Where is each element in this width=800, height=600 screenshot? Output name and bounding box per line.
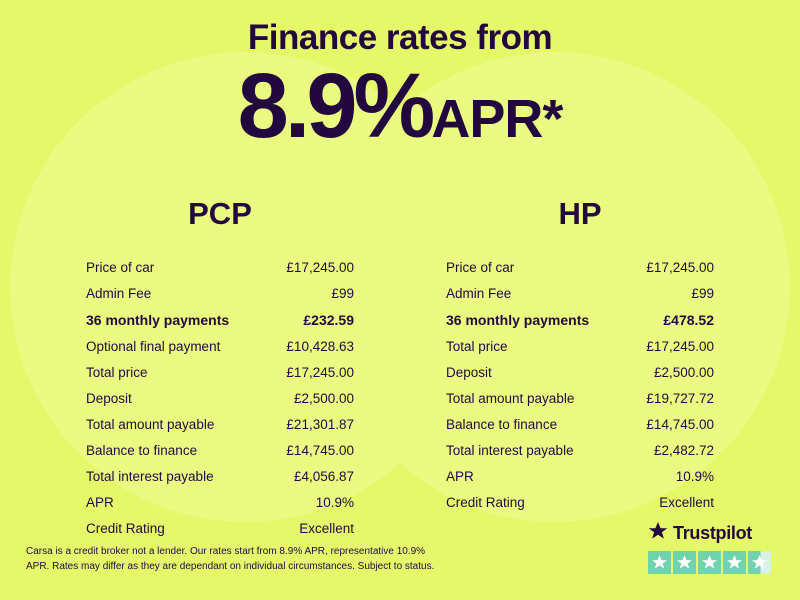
- row-label: Total price: [446, 338, 508, 354]
- row-label: Admin Fee: [446, 285, 512, 301]
- row-label: Credit Rating: [446, 494, 525, 510]
- rating-star-5-half: [748, 551, 771, 574]
- finance-column-hp: [430, 196, 730, 515]
- row-label: Credit Rating: [86, 520, 165, 536]
- row-value: £14,745.00: [286, 442, 354, 458]
- rating-star-1: [648, 551, 671, 574]
- row-value: £2,482.72: [653, 442, 714, 458]
- table-row: [86, 359, 354, 385]
- row-value: £17,245.00: [286, 259, 354, 275]
- headline-rate-suffix: APR*: [431, 89, 563, 149]
- row-label: Deposit: [86, 390, 132, 406]
- table-row: [446, 333, 714, 359]
- table-row: [446, 280, 714, 306]
- table-row: [86, 333, 354, 359]
- row-value: £10,428.63: [286, 338, 354, 354]
- row-label: Total interest payable: [446, 442, 574, 458]
- table-row: [446, 489, 714, 515]
- finance-column-pcp: [70, 196, 370, 541]
- table-row: [446, 359, 714, 385]
- rates-table-pcp: [86, 254, 354, 541]
- rating-star-3: [698, 551, 721, 574]
- row-value: £2,500.00: [653, 364, 714, 380]
- table-row: [446, 463, 714, 489]
- row-label: 36 monthly payments: [86, 311, 230, 328]
- trustpilot-wordmark: [648, 521, 776, 546]
- headline-rate: [0, 55, 800, 157]
- row-value: £19,727.72: [646, 390, 714, 406]
- table-row: [86, 411, 354, 437]
- row-value: £21,301.87: [286, 416, 354, 432]
- headline-rate-number: 8.9%: [237, 55, 432, 157]
- row-value: 10.9%: [315, 494, 354, 510]
- row-label: Balance to finance: [86, 442, 198, 458]
- row-label: Total amount payable: [446, 390, 575, 406]
- row-value: £99: [331, 285, 354, 301]
- page-title: Finance rates from: [247, 18, 553, 57]
- rating-star-2: [673, 551, 696, 574]
- table-row: [86, 515, 354, 541]
- row-label: Total price: [86, 364, 148, 380]
- table-row: [446, 437, 714, 463]
- table-row: [446, 411, 714, 437]
- row-value: £2,500.00: [293, 390, 354, 406]
- row-value: £478.52: [663, 311, 714, 328]
- row-label: Deposit: [446, 364, 492, 380]
- row-label: Optional final payment: [86, 338, 221, 354]
- row-value: £17,245.00: [646, 338, 714, 354]
- trustpilot-rating-stars: [648, 551, 776, 574]
- table-row: [86, 280, 354, 306]
- row-value: Excellent: [299, 520, 354, 536]
- row-value: Excellent: [659, 494, 714, 510]
- disclaimer-text: Carsa is a credit broker not a lender. Our rates start from 8.9% APR, representative 10.9% APR. Rates may differ as they are dependant on individual circumstances. Subject to status.: [26, 546, 435, 572]
- row-label: APR: [86, 494, 114, 510]
- table-row: [446, 306, 714, 333]
- row-value: £4,056.87: [293, 468, 354, 484]
- table-row: [86, 254, 354, 280]
- row-value: £232.59: [303, 311, 354, 328]
- trustpilot-name: Trustpilot: [673, 523, 752, 543]
- row-value: £17,245.00: [286, 364, 354, 380]
- row-value: £17,245.00: [646, 259, 714, 275]
- table-row: [86, 463, 354, 489]
- row-label: Total interest payable: [86, 468, 214, 484]
- table-row: [446, 385, 714, 411]
- row-label: Balance to finance: [446, 416, 558, 432]
- row-label: Price of car: [446, 259, 515, 275]
- row-label: Total amount payable: [86, 416, 215, 432]
- table-row: [86, 437, 354, 463]
- row-label: APR: [446, 468, 474, 484]
- row-label: 36 monthly payments: [446, 311, 590, 328]
- trustpilot-badge: [648, 521, 776, 574]
- trustpilot-star-icon: [648, 521, 668, 546]
- row-value: 10.9%: [675, 468, 714, 484]
- table-row: [86, 489, 354, 515]
- row-value: £14,745.00: [646, 416, 714, 432]
- row-label: Admin Fee: [86, 285, 152, 301]
- rating-star-4: [723, 551, 746, 574]
- row-value: £99: [691, 285, 714, 301]
- table-row: [86, 385, 354, 411]
- table-row: [86, 306, 354, 333]
- table-row: [446, 254, 714, 280]
- rates-table-hp: [446, 254, 714, 515]
- column-title-hp: HP: [558, 196, 602, 231]
- row-label: Price of car: [86, 259, 155, 275]
- column-title-pcp: PCP: [188, 196, 252, 231]
